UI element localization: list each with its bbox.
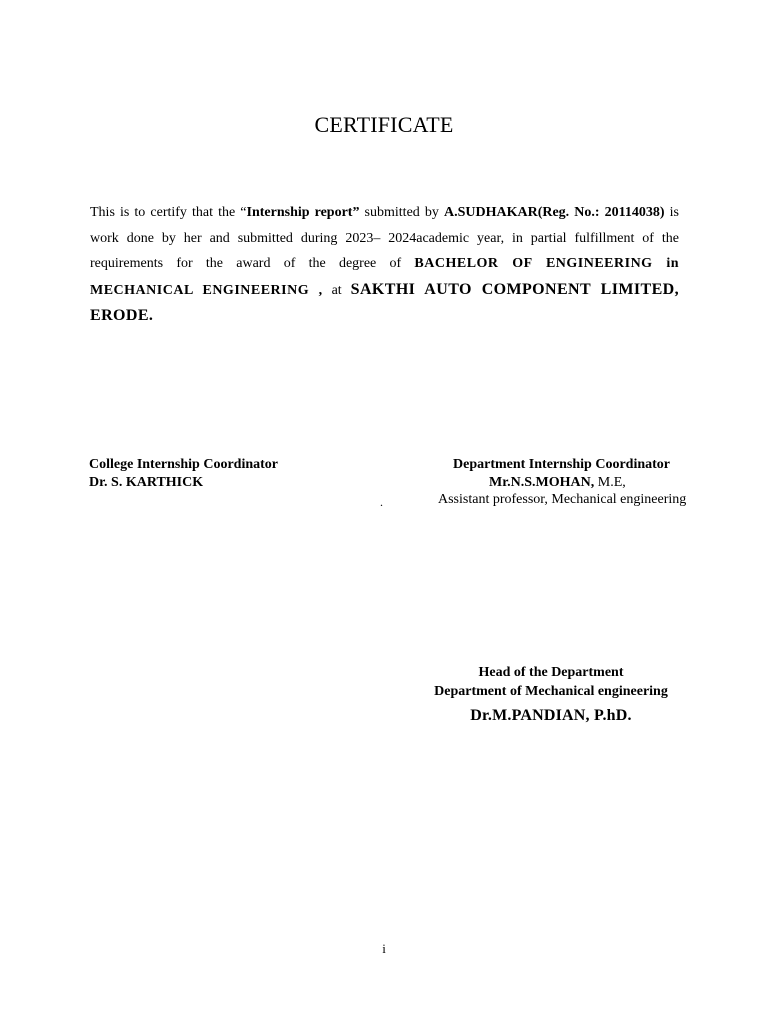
degree-name: BACHELOR OF ENGINEERING in MECHANICAL ENGINEERING , [90,256,679,298]
department-coordinator-name-line [438,474,690,492]
page-number: i [382,941,386,956]
hod-department: Department of Mechanical engineering [434,683,668,699]
college-coordinator-role: College Internship Coordinator [89,457,278,472]
report-title: Internship report” [246,205,360,220]
hod-role: Head of the Department [478,665,624,680]
department-coordinator-role: Department Internship Coordinator [453,457,670,472]
department-coordinator-block [438,456,690,509]
certificate-body [90,200,679,330]
college-coordinator-block [89,456,278,491]
student-name: A.SUDHAKAR(Reg. No.: 20114038) [443,205,665,220]
body-text-submitted-by: submitted by [359,205,444,220]
department-coordinator-name: Mr.N.S.MOHAN, [489,474,595,490]
college-coordinator-name: Dr. S. KARTHICK [89,474,204,490]
stray-mark: . [380,495,383,509]
company-name: SAKTHI AUTO COMPONENT LIMITED, ERODE. [90,280,679,324]
department-coordinator-qualification: M.E, [594,474,626,490]
certificate-title: CERTIFICATE [314,112,454,137]
body-text-intro: This is to certify that the “ [90,205,247,220]
department-coordinator-designation: Assistant professor, Mechanical engineering [438,492,687,507]
body-text-at: at [322,282,351,298]
hod-name: Dr.M.PANDIAN, P.hD. [470,707,632,724]
hod-block [420,664,682,726]
body-text-main: is work done by her and submitted during 2023– 2024academic year, in partial fulfillment of the requirements for the award of the degree of [90,205,679,271]
